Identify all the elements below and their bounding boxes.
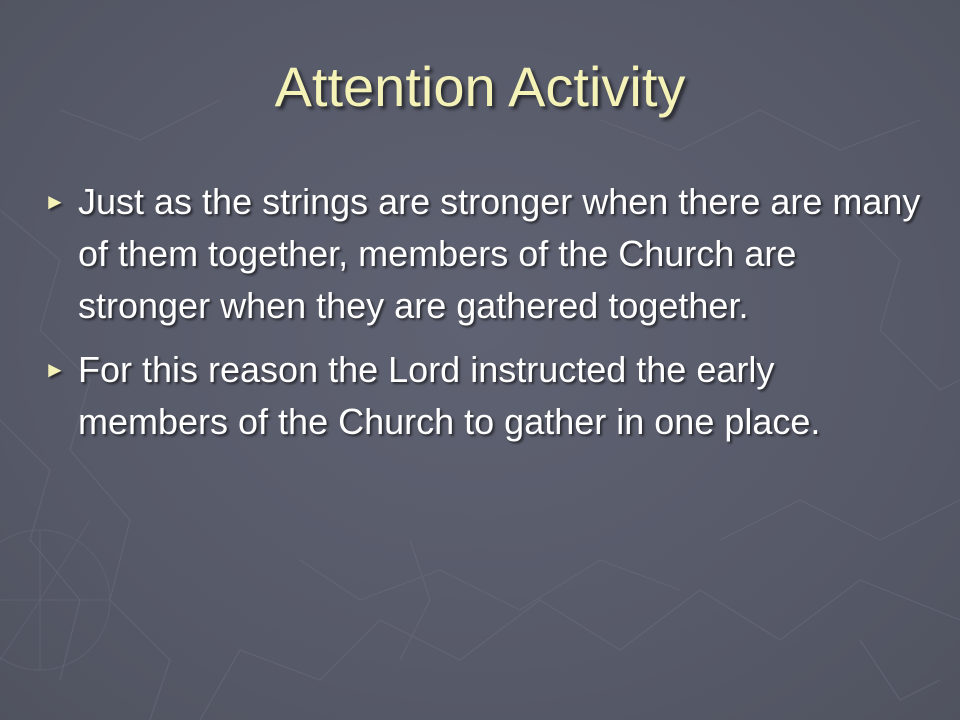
bullet-item (44, 344, 924, 448)
bullet-text: Just as the strings are stronger when there are many of them together, members of the Church are stronger when they are gathered together. (78, 181, 921, 326)
slide-title: Attention Activity (274, 55, 686, 118)
triangle-bullet-icon: ► (44, 189, 66, 214)
bullet-list (44, 176, 924, 460)
bullet-item (44, 176, 924, 332)
triangle-bullet-icon: ► (44, 357, 66, 382)
bullet-text: For this reason the Lord instructed the early members of the Church to gather in one place. (78, 349, 821, 442)
